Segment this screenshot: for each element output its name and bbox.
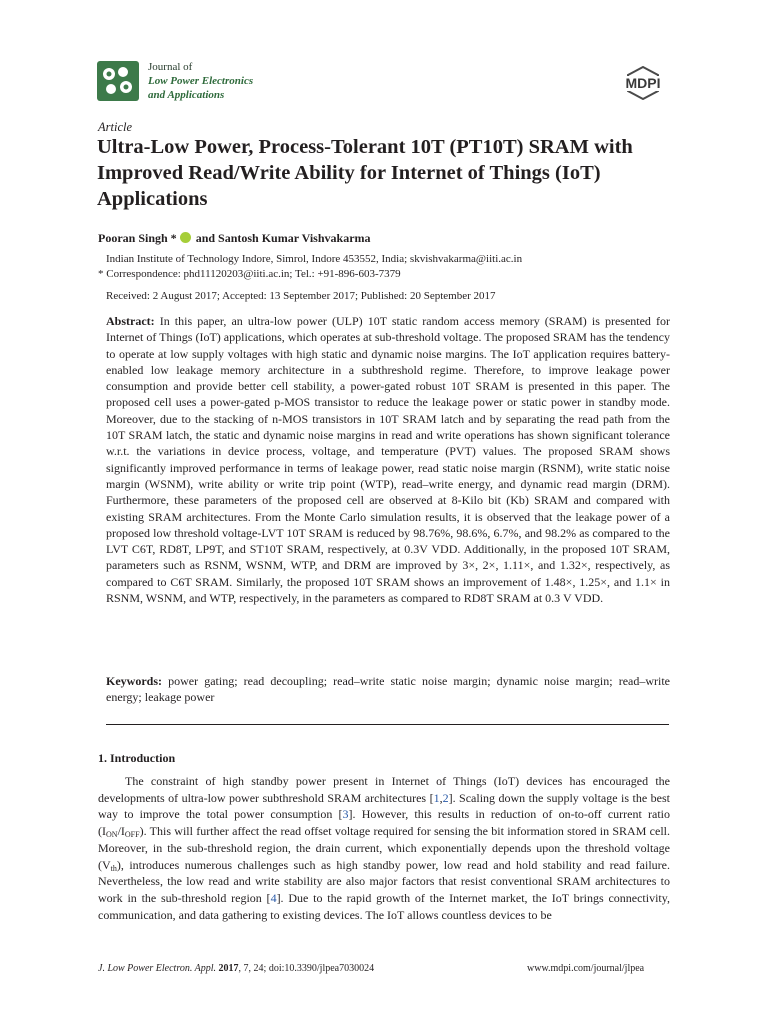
orcid-icon[interactable] [180,232,191,243]
footer-url[interactable]: www.mdpi.com/journal/jlpea [527,963,645,974]
abstract-text: In this paper, an ultra-low power (ULP) 10T static random access memory (SRAM) is presented for Internet of Things (IoT) applications, which operates at sub-threshold voltage. The proposed SRAM has the tendency to operate at low supply voltages with high static and dynamic noise margins. The IoT application requires battery-enabled low leakage memory architecture in a subthreshold regime. Therefore, to improve leakage power consumption and provide better cell stability, a power-gated robust 10T SRAM is presented in this paper. The proposed cell uses a power-gated p-MOS transistor to reduce the leakage power or static power in standby mode. Moreover, due to the stacking of n-MOS transistors in 10T SRAM latch and by separating the read path from the 10T SRAM latch, the static and dynamic noise margins in read and write operations has shown significant tolerance w.r.t. the variations in device process, voltage, and temperature (PVT) values. The proposed SRAM shows significantly improved performance in terms of leakage power, read static noise margin (RSNM), write static noise margin (WSNM), write ability or write trip point (WTP), read–write energy, and dynamic read margin (DRM). Furthermore, these parameters of the proposed cell are observed at 8-Kilo bit (Kb) SRAM and compared with existing SRAM architectures. From the Monte Carlo simulation results, it is observed that the leakage power of a proposed low threshold voltage-LVT 10T SRAM is reduced by 98.76%, 98.6%, 6.7%, and 98.2% as compared to the LVT C6T, RD8T, LP9T, and ST10T SRAM, respectively, at 0.3V VDD. Additionally, in the proposed 10T SRAM, parameters such as RSNM, WSNM, WTP, and DRM are improved by 3×, 2×, 1.11×, and 1.32×, respectively, as compared to C6T SRAM. Similarly, the proposed 10T SRAM shows an improvement of 1.48×, 1.25×, and 1.1× in RSNM, WSNM, and WTP, respectively, in the parameters as compared to RD8T SRAM at 0.3 V VDD. [106,314,670,606]
journal-name-line3: and Applications [148,89,225,101]
intro-text: ]. Due to the rapid growth of the Internet market, the IoT brings connectivity, communication, and data gathering to existing devices. The IoT allows countless devices to be [98,890,670,922]
citation-link[interactable]: 3 [342,807,349,822]
journal-logo-icon [97,61,139,101]
introduction-paragraph [98,773,670,923]
footer-year: 2017 [218,963,239,974]
citation-link[interactable]: 2 [442,790,449,805]
first-author: Pooran Singh * [98,231,177,245]
footer-doi: , 7, 24; doi:10.3390/jlpea7030024 [238,963,375,974]
keywords-label: Keywords: [106,674,162,688]
abstract-label: Abstract: [106,314,155,328]
publication-dates: Received: 2 August 2017; Accepted: 13 September 2017; Published: 20 September 2017 [106,290,496,302]
mdpi-logo-text: MDPI [625,75,661,91]
journal-name-line1: Journal of [148,61,193,73]
footer-journal: J. Low Power Electron. Appl. [98,963,217,974]
journal-name [148,60,253,102]
affiliation: Indian Institute of Technology Indore, Simrol, Indore 453552, India; skvishvakarma@iiti.ac.in [106,253,523,265]
citation-link[interactable]: 1 [433,790,440,805]
journal-name-line2: Low Power Electronics [148,75,254,87]
mdpi-logo-icon [612,66,674,100]
co-author: and Santosh Kumar Vishvakarma [195,231,371,245]
article-title: Ultra-Low Power, Process-Tolerant 10T (PT10T) SRAM with Improved Read/Write Ability for Internet of Things (IoT) Applications [97,136,633,210]
citation-link[interactable]: 4 [270,890,277,905]
intro-text: /I [117,824,125,839]
keywords [106,673,670,705]
subscript: th [110,863,117,873]
intro-text: ), introduces numerous challenges such as high standby power, low read and hold stability and read failure. Nevertheless, the low read and write stability are also major factors that resist conventional SRAM architectures to work in the sub-threshold region [ [98,857,670,905]
section-heading: 1. Introduction [98,751,176,765]
intro-text: ). This will further affect the read offset voltage required for sensing the bit information stored in SRAM cell. Moreover, in the sub-threshold region, the drain current, which exponentially depends upon the threshold voltage (V [98,824,670,872]
intro-text: , [439,790,443,805]
abstract [106,313,670,606]
intro-text: ]. Scaling down the supply voltage is the best way to improve the total power consumption [ [98,790,670,822]
keywords-text: power gating; read decoupling; read–write static noise margin; dynamic noise margin; read–write energy; leakage power [106,674,671,704]
subscript: ON [106,830,118,840]
footer-citation [98,963,374,974]
author-list [98,231,371,246]
divider [106,724,669,725]
correspondence: * Correspondence: phd11120203@iiti.ac.in; Tel.: +91-896-603-7379 [98,268,401,280]
intro-text: ]. However, this results in reduction of on-to-off current ratio (I [98,807,670,839]
article-type: Article [98,120,133,134]
intro-text: The constraint of high standby power present in Internet of Things (IoT) devices has encouraged the developments of ultra-low power subthreshold SRAM architectures [ [98,774,670,805]
subscript: OFF [124,830,140,840]
